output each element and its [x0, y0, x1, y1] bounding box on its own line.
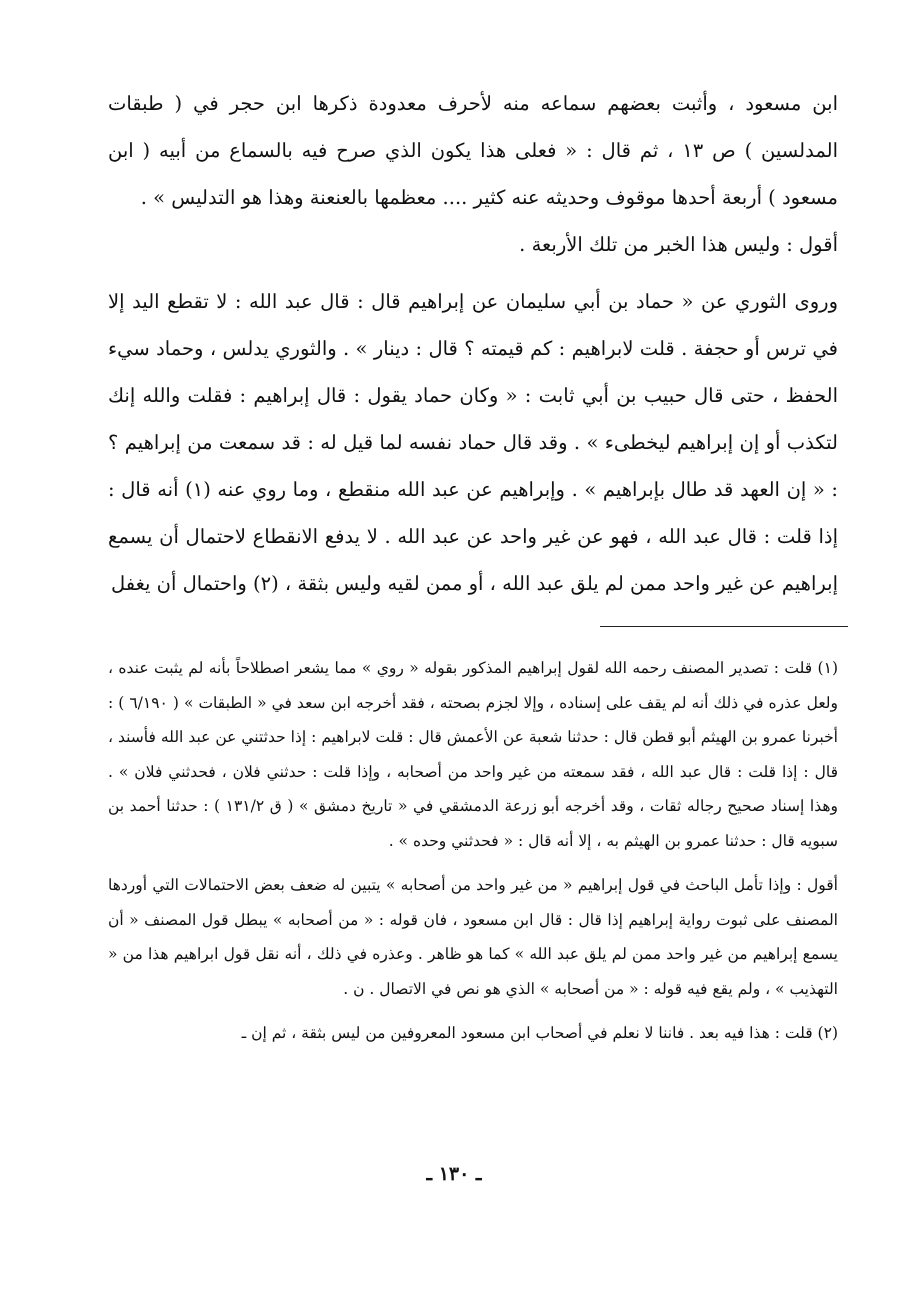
paragraph-2: أقول : وليس هذا الخبر من تلك الأربعة .: [519, 233, 838, 256]
main-text: [108, 80, 838, 607]
footnote-1-comment: أقول : وإذا تأمل الباحث في قول إبراهيم « من غير واحد من أصحابه » يتبين له ضعف بعض الاحتمالات التي أوردها المصنف على ثبوت رواية إبراهيم إذا قال : قال ابن مسعود ، فان قوله : « من أصحابه » يبطل قول المصنف « أن يسمع إبراهيم من غير واحد ممن لم يلق عبد الله » كما هو ظاهر . وعذره في ذلك ، أنه نقل قول ابراهيم هذا من « التهذيب » ، ولم يقع فيه قوله : « من أصحابه » الذي هو نص في الاتصال . ن .: [108, 876, 838, 998]
paragraph-1: ابن مسعود ، وأثبت بعضهم سماعه منه لأحرف معدودة ذكرها ابن حجر في ( طبقات المدلسين ) ص ١٣ ، ثم قال : « فعلى هذا يكون الذي صرح فيه بالسماع من أبيه ( ابن مسعود ) أربعة أحدها موقوف وحديثه عنه كثير .... معظمها بالعنعنة وهذا هو التدليس » .: [108, 92, 838, 209]
footnotes: [108, 651, 838, 1051]
footnote-separator: [600, 626, 848, 627]
footnote-1: (١) قلت : تصدير المصنف رحمه الله لقول إبراهيم المذكور بقوله « روي » مما يشعر اصطلاحاً بأنه لم يثبت عنده ، ولعل عذره في ذلك أنه لم يقف على إسناده ، وإلا لجزم بصحته ، فقد أخرجه ابن سعد في « الطبقات » ( ٦/١٩٠ ) : أخبرنا عمرو بن الهيثم أبو قطن قال : حدثنا شعبة عن الأعمش قال : قلت لابراهيم : إذا حدثتني عن عبد الله فأسند ، قال : إذا قلت : قال عبد الله ، فقد سمعته من غير واحد من أصحابه ، وإذا قلت : حدثني فلان ، فحدثني فلان » . وهذا إسناد صحيح رجاله ثقات ، وقد أخرجه أبو زرعة الدمشقي في « تاريخ دمشق » ( ق ١٣١/٢ ) : حدثنا أحمد بن سبويه قال : حدثنا عمرو بن الهيثم به ، إلا أنه قال : « فحدثني وحده » .: [108, 659, 838, 850]
paragraph-3: وروى الثوري عن « حماد بن أبي سليمان عن إبراهيم قال : قال عبد الله : لا تقطع اليد إلا في ترس أو حجفة . قلت لابراهيم : كم قيمته ؟ قال : دينار » . والثوري يدلس ، وحماد سيء الحفظ ، حتى قال حبيب بن أبي ثابت : « وكان حماد يقول : قال إبراهيم : فقلت والله إنك لتكذب أو إن إبراهيم ليخطىء » . وقد قال حماد نفسه لما قيل له : قد سمعت من إبراهيم ؟ : « إن العهد قد طال بإبراهيم » . وإبراهيم عن عبد الله منقطع ، وما روي عنه (١) أنه قال : إذا قلت : قال عبد الله ، فهو عن غير واحد عن عبد الله . لا يدفع الانقطاع لاحتمال أن يسمع إبراهيم عن غير واحد ممن لم يلق عبد الله ، أو ممن لقيه وليس بثقة ، (٢) واحتمال أن يغفل: [108, 290, 838, 595]
page-number: ـ ١٣٠ ـ: [426, 1163, 482, 1185]
footnote-2: (٢) قلت : هذا فيه بعد . فاننا لا نعلم في أصحاب ابن مسعود المعروفين من ليس بثقة ، ثم إن ـ: [241, 1024, 838, 1042]
